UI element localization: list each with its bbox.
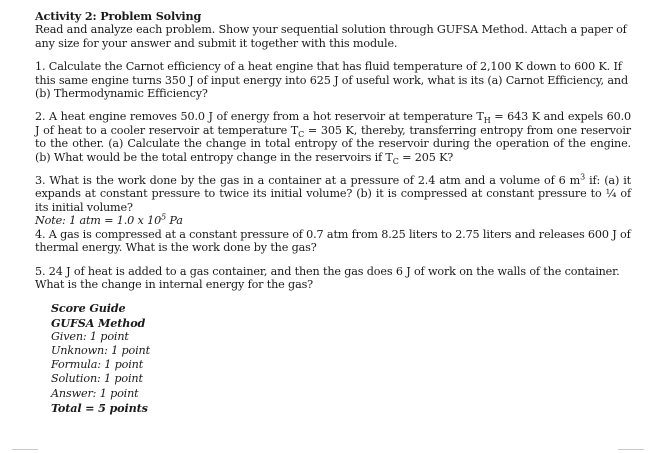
score-item-solution: Solution: 1 point bbox=[51, 372, 143, 386]
page-edge-mark-right bbox=[618, 449, 644, 450]
score-guide-heading: Score Guide bbox=[51, 301, 126, 316]
score-guide bbox=[51, 301, 631, 415]
problem-4: 4. A gas is compressed at a constant pressure of 0.7 atm from 8.25 liters to 2.75 liters and releases 600 J of thermal energy. What is the work done by the gas? bbox=[35, 227, 631, 255]
problem-5: 5. 24 J of heat is added to a gas container, and then the gas does 6 J of work on the walls of the container. What is the change in internal energy for the gas? bbox=[35, 264, 620, 291]
score-item-answer: Answer: 1 point bbox=[51, 386, 139, 400]
problem-3-note: Note: 1 atm = 1.0 x $10^5$ Pa bbox=[35, 212, 183, 228]
score-item-given: Given: 1 point bbox=[51, 329, 129, 343]
score-item-formula: Formula: 1 point bbox=[51, 358, 144, 372]
page-edge-mark-left bbox=[12, 449, 38, 450]
activity-page bbox=[35, 10, 631, 415]
activity-title: Activity 2: Problem Solving bbox=[35, 9, 202, 23]
score-total: Total = 5 points bbox=[51, 400, 148, 415]
score-item-unknown: Unknown: 1 point bbox=[51, 343, 150, 357]
problem-3: 3. What is the work done by the gas in a container at a pressure of 2.4 atm and a volume of 6 $m^3$ if: (a) it expands at constant pressure to twice its initial volume? (b) it is compressed at constant pressure to ¼ of its initial volume? bbox=[35, 172, 631, 214]
problem-1: 1. Calculate the Carnot efficiency of a heat engine that has fluid temperature of 2,100 K down to 600 K. If this same engine turns 350 J of input energy into 625 J of useful work, what is its (a) Carnot Efficiency, and (b) Thermodynamic Efficiency? bbox=[35, 60, 628, 101]
activity-instructions: Read and analyze each problem. Show your sequential solution through GUFSA Method. Attach a paper of any size for your answer and submit it together with this module. bbox=[35, 23, 627, 50]
problem-2: 2. A heat engine removes 50.0 J of energy from a hot reservoir at temperature $T_H = 643$ K and expels 60.0 J of heat to a cooler reservoir at temperature $T_C = 305$ K, thereby, transferring entropy from one reservoir to the other. (a) Calculate the change in total entropy of the reservoir during the operation of the engine. (b) What would be the total entropy change in the reservoirs if $T_C = 205$ K? bbox=[35, 110, 631, 166]
score-guide-method: GUFSA Method bbox=[51, 315, 146, 330]
